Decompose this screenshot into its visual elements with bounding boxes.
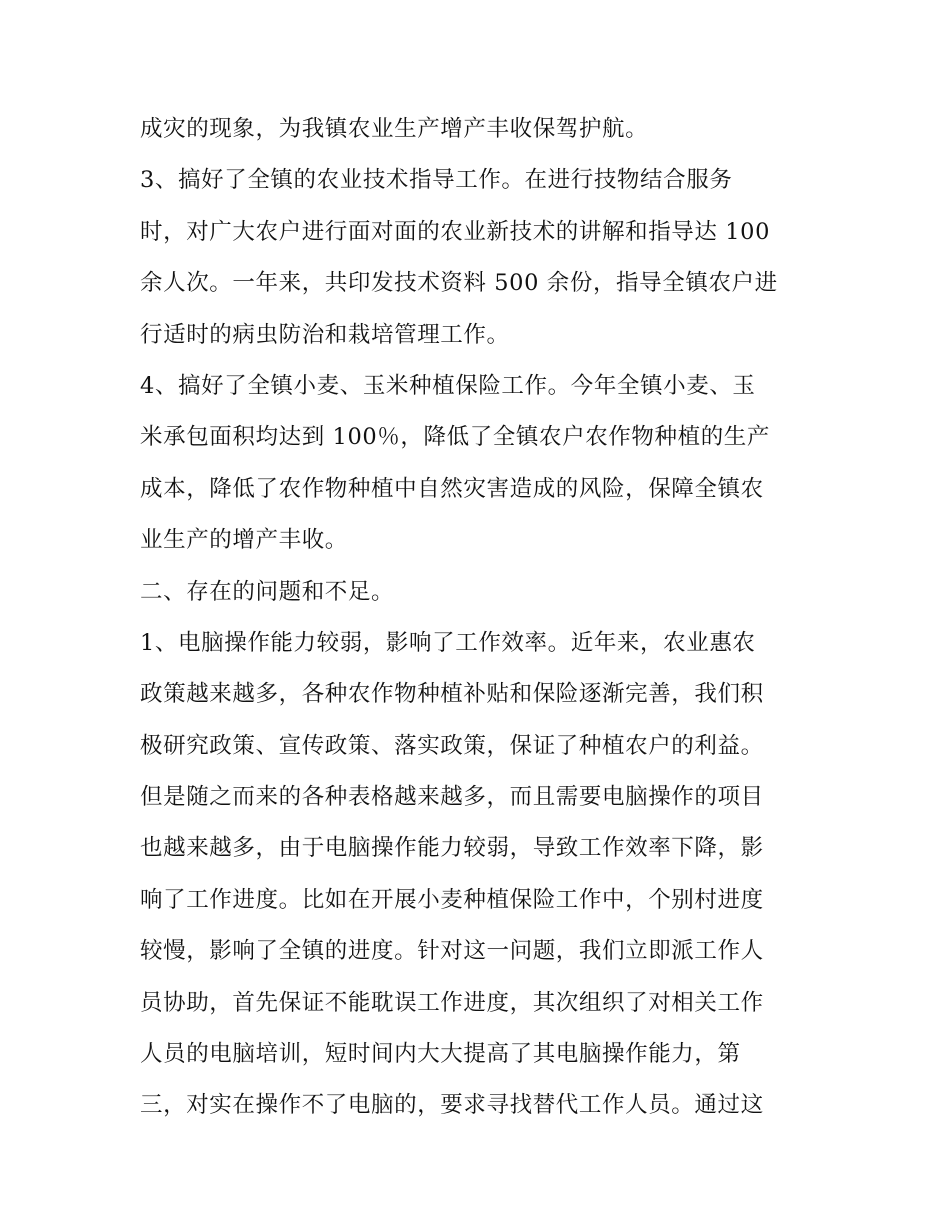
section-heading: 二、存在的问题和不足。 — [140, 578, 395, 605]
text-line: 时，对广大农户进行面对面的农业新技术的讲解和指导达 100 — [140, 218, 770, 245]
document-body — [140, 104, 820, 1132]
text-line: 3、搞好了全镇的农业技术指导工作。在进行技物结合服务 — [140, 167, 733, 194]
text-line: 米承包面积均达到 100％，降低了全镇农户农作物种植的生产 — [140, 424, 770, 451]
text-line: 也越来越多，由于电脑操作能力较弱，导致工作效率下降，影 — [140, 835, 764, 862]
text-line: 业生产的增产丰收。 — [140, 527, 348, 554]
text-line: 成本，降低了农作物种植中自然灾害造成的风险，保障全镇农 — [140, 475, 764, 502]
text-line: 较慢，影响了全镇的进度。针对这一问题，我们立即派工作人 — [140, 938, 764, 965]
text-line: 行适时的病虫防治和栽培管理工作。 — [140, 321, 510, 348]
text-line: 人员的电脑培训，短时间内大大提高了其电脑操作能力，第 — [140, 1041, 741, 1068]
text-line: 但是随之而来的各种表格越来越多，而且需要电脑操作的项目 — [140, 784, 764, 811]
text-line: 三，对实在操作不了电脑的，要求寻找替代工作人员。通过这 — [140, 1092, 764, 1119]
text-line: 极研究政策、宣传政策、落实政策，保证了种植农户的利益。 — [140, 732, 764, 759]
text-line: 员协助，首先保证不能耽误工作进度，其次组织了对相关工作 — [140, 989, 764, 1016]
text-line: 1、电脑操作能力较弱，影响了工作效率。近年来，农业惠农 — [140, 629, 756, 656]
text-line: 4、搞好了全镇小麦、玉米种植保险工作。今年全镇小麦、玉 — [140, 372, 756, 399]
text-line: 响了工作进度。比如在开展小麦种植保险工作中，个别村进度 — [140, 886, 764, 913]
text-line: 余人次。一年来，共印发技术资料 500 余份，指导全镇农户进 — [140, 270, 778, 297]
text-line: 成灾的现象，为我镇农业生产增产丰收保驾护航。 — [140, 116, 649, 142]
text-line: 政策越来越多，各种农作物种植补贴和保险逐渐完善，我们积 — [140, 681, 764, 708]
